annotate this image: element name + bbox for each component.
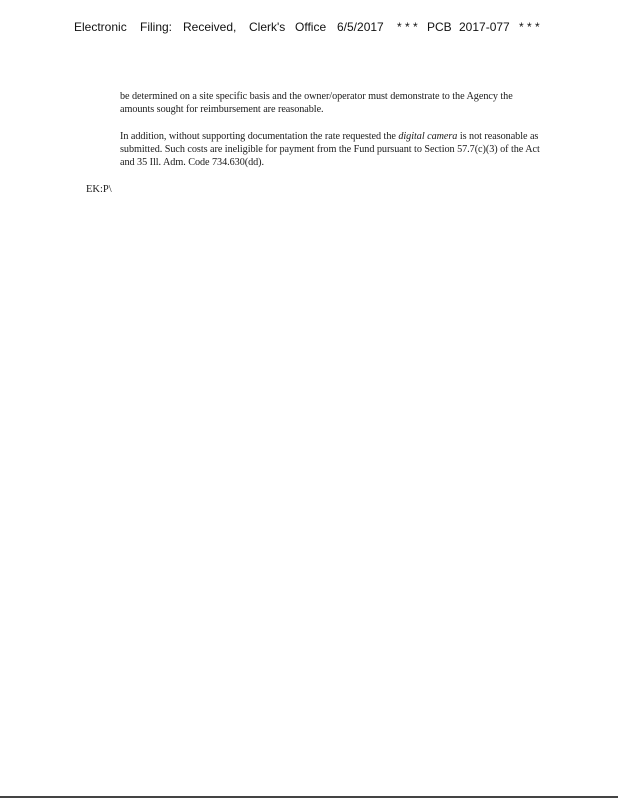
stamp-office: Office xyxy=(295,20,327,34)
stamp-electronic: Electronic xyxy=(74,20,127,34)
electronic-filing-stamp xyxy=(74,20,554,34)
stamp-filing: Filing: xyxy=(140,20,173,34)
page-bottom-edge xyxy=(0,796,618,798)
stamp-date: 6/5/2017 xyxy=(337,20,384,34)
stamp-stars-left: * * * xyxy=(397,20,418,34)
stamp-clerks: Clerk's xyxy=(249,20,286,34)
paragraph-digital-camera xyxy=(120,130,543,169)
stamp-stars-right: * * * xyxy=(519,20,540,34)
paragraph-digital-camera-start: In addition, without supporting documentation the rate requested the xyxy=(120,131,399,142)
paragraph-reimbursement: be determined on a site specific basis and the owner/operator must demonstrate to the Agency the amounts sought for reimbursement are reasonable. xyxy=(120,91,513,115)
initials: EK:P\ xyxy=(86,184,112,195)
paragraph-digital-camera-end: is not reasonable as submitted. Such costs are ineligible for payment from the Fund pursuant to Section 57.7(c)(3) of the Act and 35 Ill. Adm. Code 734.630(dd). xyxy=(120,131,540,168)
italic-digital-camera: digital camera xyxy=(398,131,458,142)
stamp-case-number: 2017-077 xyxy=(459,20,510,34)
stamp-pcb: PCB xyxy=(427,20,452,34)
stamp-received: Received, xyxy=(183,20,237,34)
